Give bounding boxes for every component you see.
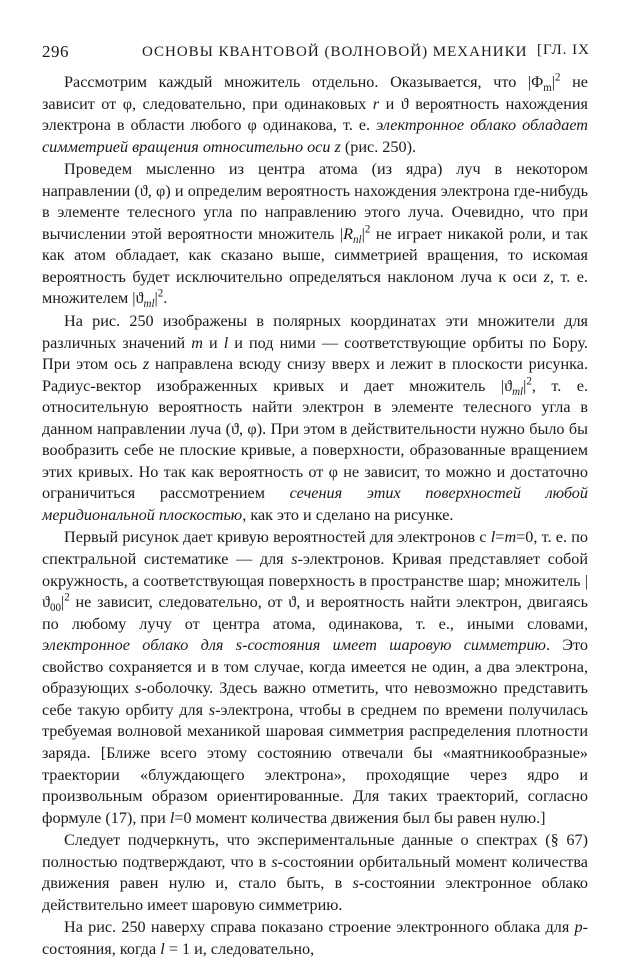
subscript: m	[543, 82, 552, 95]
text-run: =0 момент количества движения был бы равен нулю.]	[174, 808, 546, 827]
text-run: -состояния, когда	[42, 918, 588, 958]
text-run: |	[361, 224, 365, 243]
subscript: ml	[143, 298, 155, 311]
text-run: Проведем мысленно из центра атома (из ядра) луч в некотором направлении (ϑ, φ) и определим вероятность нахождения электрона где-нибудь в элементе телесного угла по направлению этого луча. Очевидно, что при вычислении этой вероятности множитель |	[42, 160, 588, 243]
text-run: .	[163, 289, 168, 308]
text-run: не играет никакой роли, и так как атом обладает, как сказано выше, симметрией вращения, то искомая вероятность будет исключительно определяться наклоном луча к оси	[42, 224, 588, 286]
text-run: |	[551, 73, 555, 91]
text-run: Следует подчеркнуть, что экспериментальные данные о спектрах (§ 67) полностью подтверждают, что в	[42, 831, 588, 871]
text-run: =	[495, 528, 505, 547]
text-run: -оболочку. Здесь важно отметить, что невозможно представить себе такую орбиту для	[42, 679, 588, 719]
italic-run: m	[504, 528, 517, 547]
text-run: , т. е. множителем |ϑ	[42, 267, 588, 308]
text-run: =0, т. е. по спектральной систематике — для	[42, 528, 588, 569]
superscript: 2	[364, 223, 371, 236]
italic-run: s	[135, 679, 142, 698]
subscript: 00	[50, 602, 62, 615]
text-run: -состоянии электронное облако действительно имеет шаровую симметрию.	[42, 874, 588, 914]
italic-run: z	[543, 267, 550, 286]
text-run: = 1 и, следовательно,	[164, 939, 315, 958]
italic-run: электронное облако обладает симметрией вращения относительно оси z	[42, 116, 588, 156]
superscript: 2	[554, 71, 561, 84]
italic-run: z	[142, 355, 150, 374]
text-run: -состоянии орбитальный момент количества движения равен нулю и, стало быть, в	[42, 852, 588, 893]
text-run: и	[202, 333, 224, 352]
subscript: nl	[353, 234, 362, 247]
text-run: и под ними — соответствующие орбиты по Бору. При этом ось	[42, 333, 588, 374]
text-run: |	[61, 593, 65, 612]
chapter-label: [ГЛ. IX	[536, 42, 590, 58]
italic-run: электронное облако для s-состояния имеет шаровую симметрию	[42, 636, 546, 655]
paragraph	[42, 72, 588, 158]
superscript: 2	[526, 375, 532, 388]
superscript: 2	[157, 288, 164, 301]
text-run: Первый рисунок дает кривую вероятностей для электронов с	[64, 528, 491, 547]
text-run: На рис. 250 наверху справа показано строение электронного облака для	[64, 918, 575, 937]
text-run: -электрона, чтобы в среднем по времени получилась требуемая волновой механикой шаровая симметрия распределения плотности заряда. [Ближе всего этому состоянию отвечали бы «маятникообразные» траектории «блуждающего электрона», проходящие через ядро и произвольным образом ориентированные. Для таких траекторий, согласно формуле (17), при	[42, 700, 588, 827]
page-number: 296	[42, 42, 69, 61]
italic-run: r	[372, 94, 380, 113]
paragraph	[42, 527, 588, 829]
italic-run: l	[160, 939, 165, 958]
text-run: , как это и сделано на рисунке.	[242, 505, 454, 524]
italic-run: сечения этих поверхностей любой меридиональной плоскостью	[42, 484, 588, 524]
paragraph	[42, 311, 588, 526]
italic-run: s	[208, 700, 216, 719]
italic-run: l	[169, 808, 175, 827]
text-run: не зависит, следовательно, от ϑ, и вероятность найти электрон, двигаясь по любому лучу от центра атома, одинакова, т. е., иными словами,	[42, 593, 588, 633]
text-run: , т. е. относительную вероятность найти электрон в элементе телесного угла в данном направлении луча (ϑ, φ). При этом в действительности нужно было бы вообразить себе не плоские кривые, а поверхности, образованные вращением этих кривых. Но так как вероятность от φ не зависит, то можно и достаточно ограничиться рассмотрением	[42, 376, 588, 503]
text-run: (рис. 250).	[340, 137, 417, 156]
italic-run: s	[352, 874, 359, 893]
paragraph	[42, 917, 588, 960]
text-run: . Это свойство сохраняется и в том случае, когда имеется не один, а два электрона, образующих	[42, 636, 588, 698]
body-text	[42, 72, 588, 960]
text-run: Рассмотрим каждый множитель отдельно. Оказывается, что |Φ	[64, 73, 544, 91]
paragraph	[42, 159, 588, 310]
paragraph	[42, 830, 588, 916]
italic-run: p	[574, 918, 583, 937]
italic-run: s	[291, 550, 298, 569]
italic-run: l	[490, 528, 496, 547]
running-title: ОСНОВЫ КВАНТОВОЙ (ВОЛНОВОЙ) МЕХАНИКИ	[142, 44, 528, 60]
subscript: ml	[512, 385, 524, 398]
italic-run: R	[343, 224, 354, 243]
text-run: -электронов. Кривая представляет собой окружность, а соответствующая поверхность в пространстве шар; множитель |ϑ	[42, 550, 588, 612]
italic-run: l	[223, 333, 229, 352]
italic-run: s	[271, 852, 278, 871]
text-run: |	[154, 289, 158, 308]
italic-run: m	[191, 333, 203, 352]
page-header	[42, 42, 590, 64]
text-run: направлена всюду снизу вверх и лежит в плоскости рисунка. Радиус-вектор изображенных кривых и дает множитель |ϑ	[42, 355, 588, 395]
text-run: и ϑ вероятность нахождения электрона в области любого φ одинакова, т. е.	[42, 94, 588, 135]
superscript: 2	[64, 591, 70, 604]
text-run: На рис. 250 изображены в полярных координатах эти множители для различных значений	[42, 312, 588, 352]
text-run: |	[523, 376, 527, 395]
text-run: не зависит от φ, следовательно, при одинаковых	[42, 73, 588, 113]
